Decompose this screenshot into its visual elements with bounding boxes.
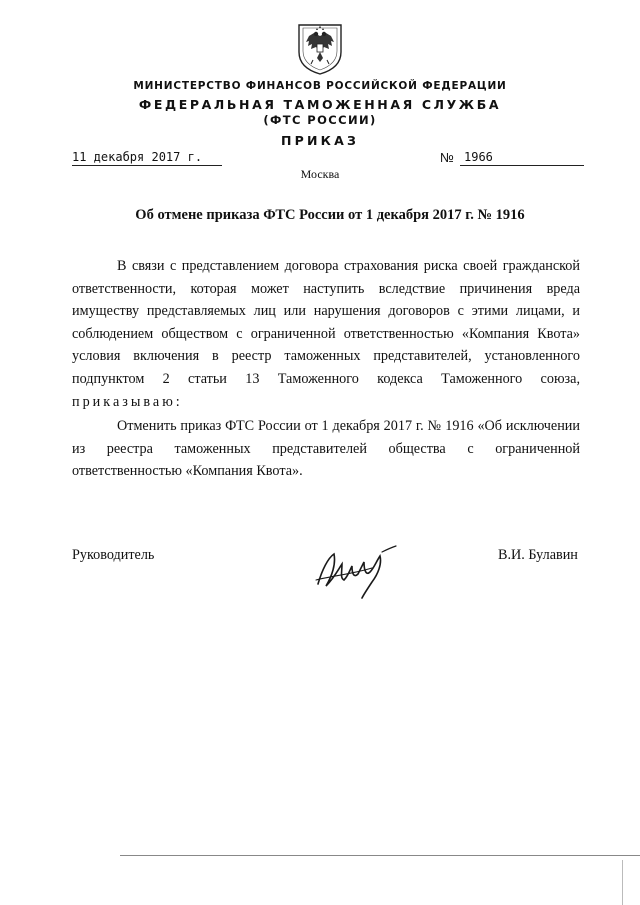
ministry-name: МИНИСТЕРСТВО ФИНАНСОВ РОССИЙСКОЙ ФЕДЕРАЦИИ (133, 80, 507, 92)
number-sign: № (440, 150, 454, 165)
document-type: ПРИКАЗ (280, 133, 360, 148)
document-title: Об отмене приказа ФТС России от 1 декабря 2017 г. № 1916 (135, 207, 525, 223)
decree-word: приказываю: (72, 393, 183, 410)
service-name: ФЕДЕРАЛЬНАЯ ТАМОЖЕННАЯ СЛУЖБА (138, 97, 502, 112)
scan-edge-line (120, 855, 640, 856)
handwritten-signature-icon (312, 540, 402, 600)
document-city: Москва (300, 167, 340, 181)
body-paragraph-2: Отменить приказ ФТС России от 1 декабря 2017 г. № 1916 «Об исключении из реестра таможенных представителей общества с ограниченной ответственностью «Компания Квота». (72, 418, 580, 480)
scan-edge-tick (622, 860, 623, 905)
russian-coat-of-arms-icon (297, 22, 343, 76)
body-paragraph-1-text: В связи с представлением договора страхования риска своей гражданской ответственности, которая может наступить вследствие причинения вреда имуществу представляемых лиц или нарушения договоров с этими лицами, и соблюдением обществом с ограниченной ответственностью «Компания Квота» условия включения в реестр таможенных представителей, установленного подпунктом 2 статьи 13 Таможенного кодекса Таможенного союза, (72, 258, 580, 387)
document-number: 1966 (460, 150, 584, 166)
signer-name: В.И. Булавин (498, 547, 578, 563)
service-abbreviation: (ФТС РОССИИ) (263, 113, 377, 127)
body-paragraph-1 (72, 255, 580, 413)
document-body (72, 255, 580, 483)
signer-role: Руководитель (72, 547, 155, 563)
document-date: 11 декабря 2017 г. (72, 150, 222, 166)
